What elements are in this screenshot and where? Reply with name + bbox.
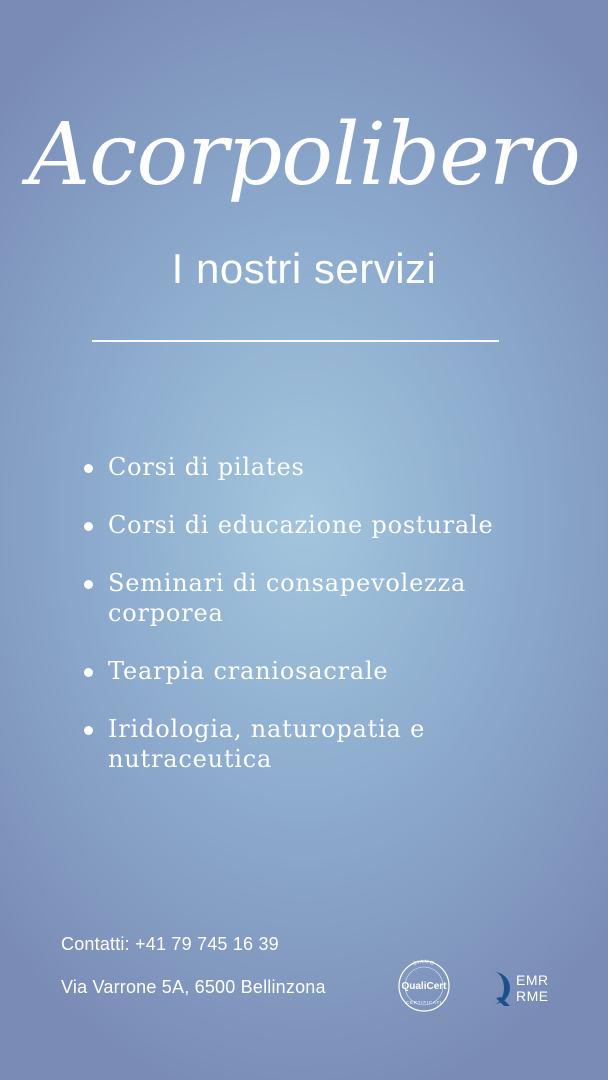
bullet-icon — [84, 668, 93, 677]
service-item-posture — [84, 510, 584, 540]
page-subtitle: I nostri servizi — [171, 245, 437, 292]
service-item-iridology — [84, 714, 584, 774]
service-label: Corsi di pilates — [108, 453, 305, 481]
bullet-icon — [84, 726, 93, 735]
qualicert-name-text: QualiCert — [401, 981, 447, 992]
qualicert-logo-icon — [393, 959, 455, 1013]
qualicert-top-text: SIAMO — [412, 959, 436, 968]
bullet-icon — [84, 464, 93, 473]
svg-text:SIAMO — [412, 959, 435, 967]
service-item-pilates — [84, 452, 584, 482]
bullet-icon — [84, 580, 93, 589]
emr-line-2: RME — [516, 988, 549, 1004]
emr-q-icon — [474, 970, 514, 1006]
service-label: Iridologia, naturopatia e nutraceutica — [108, 715, 426, 773]
qualicert-bottom-text: CERTIFICATI — [405, 1000, 443, 1005]
divider-line — [92, 340, 499, 342]
service-label: Corsi di educazione posturale — [108, 511, 494, 539]
service-item-craniosacral — [84, 656, 584, 686]
contact-phone: Contatti: +41 79 745 16 39 — [61, 934, 279, 954]
service-item-seminars — [84, 568, 584, 628]
services-list — [84, 452, 584, 802]
page-title: Acorpolibero — [28, 105, 580, 205]
service-label: Seminari di consapevolezza corporea — [108, 569, 467, 627]
service-label: Tearpia craniosacrale — [108, 657, 389, 685]
emr-line-1: EMR — [516, 972, 549, 988]
emr-logo — [474, 970, 554, 1006]
emr-text — [516, 972, 549, 1004]
contact-address: Via Varrone 5A, 6500 Bellinzona — [61, 977, 326, 997]
bullet-icon — [84, 522, 93, 531]
